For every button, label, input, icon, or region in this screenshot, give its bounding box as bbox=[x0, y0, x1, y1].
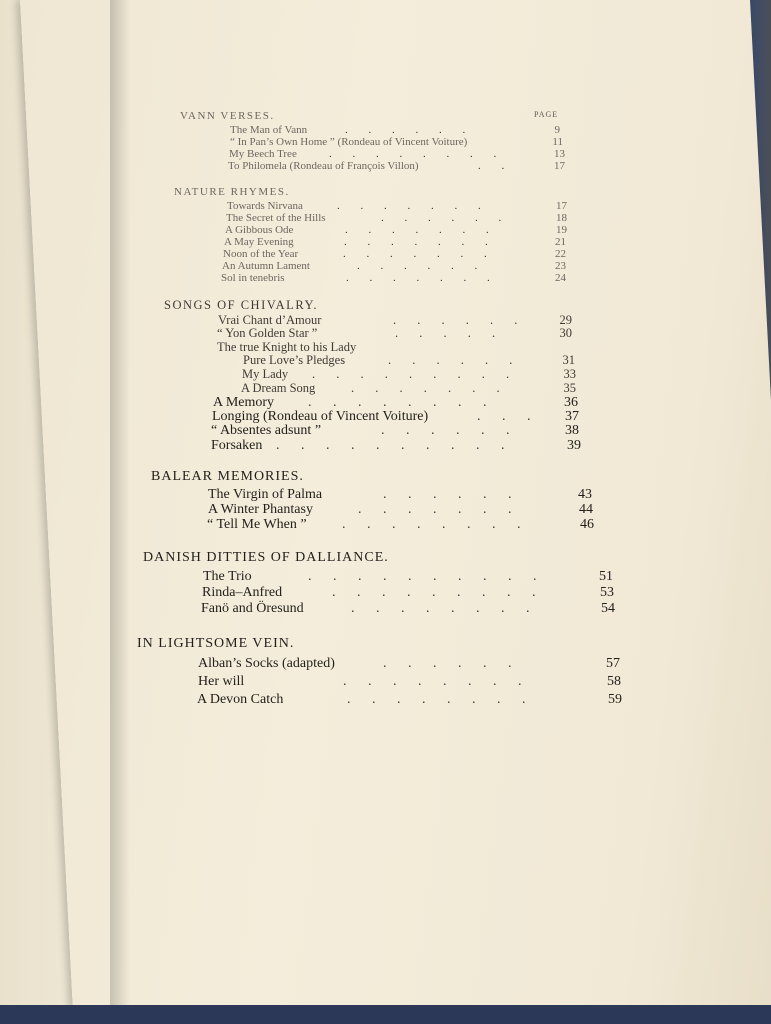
leader-dots: . . bbox=[478, 160, 514, 172]
section-title-in-lightsome-vein: IN LIGHTSOME VEIN. bbox=[137, 636, 295, 651]
entry-page: 57 bbox=[606, 656, 620, 671]
entry-title: Her will bbox=[198, 674, 245, 689]
leader-dots: . . . . . . . bbox=[345, 224, 498, 236]
leader-dots: . . . . . . . bbox=[344, 236, 497, 248]
entry-page: 58 bbox=[607, 674, 621, 689]
entry-page: 37 bbox=[565, 409, 579, 424]
entry-title: Forsaken bbox=[211, 438, 263, 453]
entry-page: 9 bbox=[554, 124, 560, 136]
leader-dots: . . . bbox=[477, 409, 540, 424]
entry-page: 17 bbox=[556, 200, 567, 212]
section-title-balear-memories: BALEAR MEMORIES. bbox=[151, 469, 304, 484]
entry-title: Longing (Rondeau of Vincent Voiture) bbox=[212, 409, 429, 424]
leader-dots: . . . . . . bbox=[381, 212, 511, 224]
entry-title: Towards Nirvana bbox=[227, 200, 303, 212]
leader-dots: . . . . . . . . bbox=[351, 601, 539, 616]
entry-title: “ Yon Golden Star ” bbox=[217, 326, 318, 340]
entry-page: 21 bbox=[555, 236, 566, 248]
entry-title: The Trio bbox=[203, 569, 252, 584]
entry-title: A Dream Song bbox=[241, 381, 316, 395]
leader-dots: . . . . . . . bbox=[346, 272, 499, 284]
leader-dots: . . . . . . . . bbox=[347, 692, 535, 707]
entry-title: Sol in tenebris bbox=[221, 272, 285, 284]
entry-page: 13 bbox=[554, 148, 565, 160]
leader-dots: . . . . . . bbox=[383, 487, 521, 502]
entry-title: A Memory bbox=[213, 395, 275, 410]
entry-title: “ Absentes adsunt ” bbox=[211, 423, 322, 438]
entry-page: 22 bbox=[555, 248, 566, 260]
entry-page: 18 bbox=[556, 212, 567, 224]
entry-page: 31 bbox=[562, 353, 575, 367]
entry-page: 39 bbox=[567, 438, 581, 453]
leader-dots: . . . . . . . bbox=[343, 248, 496, 260]
entry-page: 36 bbox=[564, 395, 578, 410]
entry-title: An Autumn Lament bbox=[222, 260, 310, 272]
leader-dots: . . . . . . bbox=[357, 260, 487, 272]
entry-title: The Virgin of Palma bbox=[208, 487, 323, 502]
section-title-vann-verses: VANN VERSES. bbox=[180, 110, 275, 122]
entry-page: 19 bbox=[556, 224, 567, 236]
entry-title: “ In Pan’s Own Home ” (Rondeau of Vincent Voiture) bbox=[230, 136, 468, 148]
leader-dots: . . . . . . . . . . bbox=[308, 569, 546, 584]
entry-page: 35 bbox=[563, 381, 576, 395]
entry-page: 11 bbox=[552, 136, 563, 148]
entry-page: 51 bbox=[599, 569, 613, 584]
entry-page: 30 bbox=[559, 326, 572, 340]
entry-title: Noon of the Year bbox=[223, 248, 299, 260]
page-column-label: PAGE bbox=[534, 110, 559, 119]
leader-dots: . . . . . . bbox=[381, 423, 519, 438]
leader-dots: . . . . . bbox=[395, 326, 505, 340]
entry-page: 54 bbox=[601, 601, 615, 616]
entry-page: 38 bbox=[565, 423, 579, 438]
leader-dots: . . . . . . . . . bbox=[332, 585, 545, 600]
leader-dots: . . . . . . bbox=[393, 313, 527, 327]
entry-page: 59 bbox=[608, 692, 622, 707]
entry-page: 53 bbox=[600, 585, 614, 600]
leader-dots: . . . . . . . bbox=[351, 381, 509, 395]
leader-dots: . . . . . . . . . bbox=[312, 367, 519, 381]
section-title-songs-of-chivalry: SONGS OF CHIVALRY. bbox=[164, 298, 319, 312]
entry-title: Rinda–Anfred bbox=[202, 585, 283, 600]
entry-title: Fanö and Öresund bbox=[201, 601, 304, 616]
entry-page: 43 bbox=[578, 487, 592, 502]
leader-dots: . . . . . . . bbox=[337, 200, 490, 212]
entry-title: The Man of Vann bbox=[230, 124, 308, 136]
entry-page: 23 bbox=[555, 260, 566, 272]
entry-title: “ Tell Me When ” bbox=[207, 517, 307, 532]
entry-page: 44 bbox=[579, 502, 593, 517]
entry-title: A Winter Phantasy bbox=[208, 502, 313, 517]
entry-title: My Lady bbox=[242, 367, 289, 381]
leader-dots: . . . . . . . . bbox=[329, 148, 506, 160]
entry-title: My Beech Tree bbox=[229, 148, 297, 160]
leader-dots: . . . . . . . . bbox=[342, 517, 530, 532]
entry-title: A Devon Catch bbox=[197, 692, 284, 707]
entry-page: 46 bbox=[580, 517, 594, 532]
leader-dots: . . . . . . . . . . bbox=[276, 438, 514, 453]
leader-dots: . . . . . . bbox=[345, 124, 475, 136]
section-title-nature-rhymes: NATURE RHYMES. bbox=[174, 186, 290, 198]
entry-title: A Gibbous Ode bbox=[225, 224, 294, 236]
leader-dots: . . . . . . . bbox=[358, 502, 521, 517]
entry-title: The true Knight to his Lady bbox=[217, 340, 357, 354]
entry-title: To Philomela (Rondeau of François Villon) bbox=[228, 160, 419, 172]
entry-title: Pure Love’s Pledges bbox=[243, 353, 346, 367]
entry-title: A May Evening bbox=[224, 236, 294, 248]
entry-title: Vrai Chant d’Amour bbox=[218, 313, 322, 327]
leader-dots: . . . . . . bbox=[383, 656, 521, 671]
leader-dots: . . . . . . bbox=[388, 353, 522, 367]
entry-title: The Secret of the Hills bbox=[226, 212, 326, 224]
leader-dots: . . . . . . . . bbox=[343, 674, 531, 689]
entry-page: 33 bbox=[563, 367, 576, 381]
leader-dots: . . . . . . . . bbox=[308, 395, 496, 410]
entry-page: 29 bbox=[559, 313, 572, 327]
entry-title: Alban’s Socks (adapted) bbox=[198, 656, 335, 671]
section-title-danish-ditties: DANISH DITTIES OF DALLIANCE. bbox=[143, 550, 389, 565]
entry-page: 17 bbox=[554, 160, 565, 172]
entry-page: 24 bbox=[555, 272, 566, 284]
